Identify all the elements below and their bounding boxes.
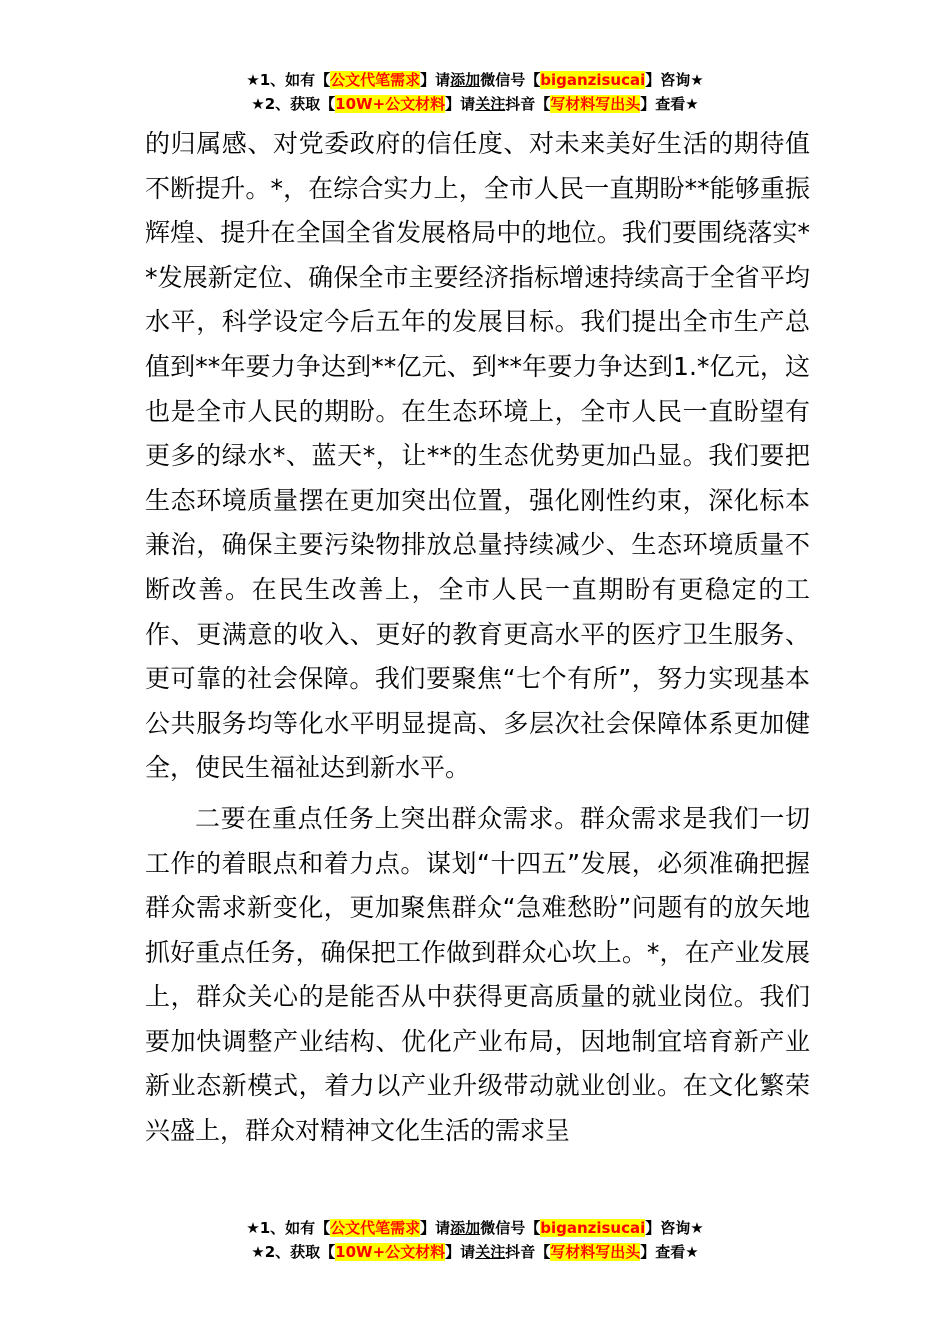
star-icon: ★	[690, 71, 704, 89]
highlight-wechat-id: biganzisucai	[540, 71, 646, 89]
star-icon: ★	[246, 71, 260, 89]
banner-line-1: ★1、如有【公文代笔需求】请添加微信号【biganzisucai】咨询★	[246, 1219, 704, 1237]
highlight-materials: 10W+公文材料	[335, 1243, 446, 1261]
paragraph-1: 的归属感、对党委政府的信任度、对未来美好生活的期待值不断提升。*，在综合实力上，全市人民一直期盼**能够重振辉煌、提升在全国全省发展格局中的地位。我们要围绕落实**发展新定位、确保全市主要经济指标增速持续高于全省平均水平，科学设定今后五年的发展目标。我们提出全市生产总值到**年要力争达到**亿元、到**年要力争达到1.*亿元，这也是全市人民的期盼。在生态环境上，全市人民一直盼望有更多的绿水*、蓝天*，让**的生态优势更加凸显。我们要把生态环境质量摆在更加突出位置，强化刚性约束，深化标本兼治，确保主要污染物排放总量持续减少、生态环境质量不断改善。在民生改善上，全市人民一直期盼有更稳定的工作、更满意的收入、更好的教育更高水平的医疗卫生服务、更可靠的社会保障。我们要聚焦“七个有所”，努力实现基本公共服务均等化水平明显提高、多层次社会保障体系更加健全，使民生福祉达到新水平。	[145, 129, 810, 783]
highlight-douyin-account: 写材料写出头	[550, 95, 641, 113]
star-icon: ★	[690, 1219, 704, 1237]
star-icon: ★	[685, 1243, 699, 1261]
highlight-douyin-account: 写材料写出头	[550, 1243, 641, 1261]
star-icon: ★	[251, 1243, 265, 1261]
star-icon: ★	[685, 95, 699, 113]
highlight-service: 公文代笔需求	[330, 1219, 421, 1237]
highlight-materials: 10W+公文材料	[335, 95, 446, 113]
header-banner	[0, 68, 950, 116]
footer-banner	[0, 1216, 950, 1264]
star-icon: ★	[246, 1219, 260, 1237]
star-icon: ★	[251, 95, 265, 113]
banner-line-2: ★2、获取【10W+公文材料】请关注抖音【写材料写出头】查看★	[251, 95, 699, 113]
paragraph-2: 二要在重点任务上突出群众需求。群众需求是我们一切工作的着眼点和着力点。谋划“十四五”发展，必须准确把握群众需求新变化，更加聚焦群众“急难愁盼”问题有的放矢地抓好重点任务，确保把工作做到群众心坎上。*，在产业发展上，群众关心的是能否从中获得更高质量的就业岗位。我们要加快调整产业结构、优化产业布局，因地制宜培育新产业新业态新模式，着力以产业升级带动就业创业。在文化繁荣兴盛上，群众对精神文化生活的需求呈	[145, 803, 810, 1146]
highlight-service: 公文代笔需求	[330, 71, 421, 89]
banner-line-1: ★1、如有【公文代笔需求】请添加微信号【biganzisucai】咨询★	[246, 71, 704, 89]
document-body	[145, 122, 810, 1154]
highlight-wechat-id: biganzisucai	[540, 1219, 646, 1237]
banner-line-2: ★2、获取【10W+公文材料】请关注抖音【写材料写出头】查看★	[251, 1243, 699, 1261]
